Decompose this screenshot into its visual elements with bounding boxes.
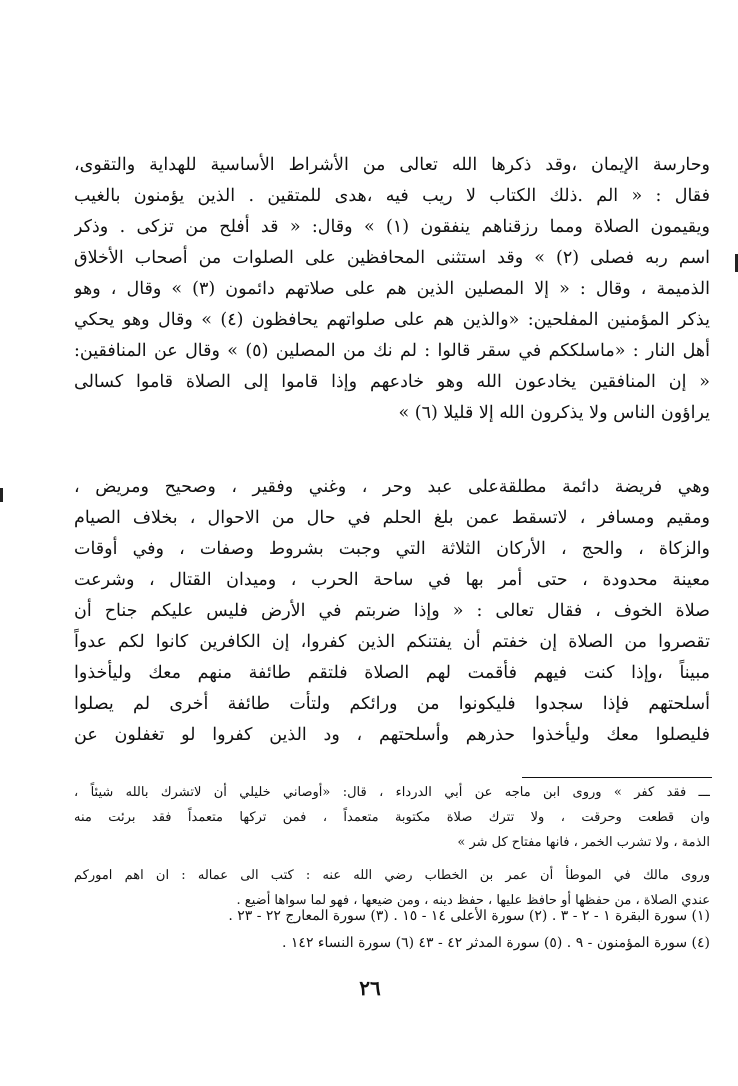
- body-paragraph-2: [74, 472, 710, 751]
- text-line: مبيناً ،وإذا كنت فيهم فأقمت لهم الصلاة فلتقم طائفة منهم معك وليأخذوا: [74, 663, 710, 683]
- text-line: « إن المنافقين يخادعون الله وهو خادعهم وإذا قاموا إلى الصلاة قاموا كسالى: [74, 372, 710, 392]
- text-line: أهل النار : «ماسلككم في سقر قالوا : لم نك من المصلين (٥) » وقال عن المنافقين:: [74, 341, 710, 361]
- text-line: أسلحتهم فإذا سجدوا فليكونوا من ورائكم ولتأت طائفة أخرى لم يصلوا: [74, 694, 710, 714]
- text-line: والزكاة ، والحج ، الأركان الثلاثة التي وجبت بشروط وصفات ، وفي أوقات: [74, 539, 710, 559]
- body-paragraph-1: [74, 150, 710, 429]
- footnote-line: الذمة ، ولا تشرب الخمر ، فانها مفتاح كل شر »: [457, 835, 710, 850]
- scan-edge-mark: [0, 488, 3, 502]
- reference-line: (٤) سورة المؤمنون - ٩ . (٥) سورة المدثر ٤٢ - ٤٣ (٦) سورة النساء ١٤٢ .: [282, 935, 710, 951]
- footnote-line: وان قطعت وحرقت ، ولا تترك صلاة مكتوبة متعمداً ، فمن تركها متعمداً فقد برئت منه: [74, 810, 710, 825]
- text-line: ويقيمون الصلاة ومما رزقناهم ينفقون (١) » وقال: « قد أفلح من تزكى . وذكر: [74, 217, 710, 237]
- footnote-separator: [522, 777, 712, 778]
- text-line: وهي فريضة دائمة مطلقةعلى عبد وحر ، وغني وفقير ، وصحيح ومريض ،: [74, 477, 710, 497]
- text-line: فليصلوا معك وليأخذوا حذرهم وأسلحتهم ، ود الذين كفروا لو تغفلون عن: [74, 725, 710, 745]
- footnote-gap: [74, 855, 710, 863]
- text-line: يذكر المؤمنين المفلحين: «والذين هم على صلواتهم يحافظون (٤) » وقال وهو يحكي: [74, 310, 710, 330]
- text-line: ومقيم ومسافر ، لاتسقط عمن بلغ الحلم في حال من الاحوال ، بخلاف الصيام: [74, 508, 710, 528]
- text-line: صلاة الخوف ، فقال تعالى : « وإذا ضربتم في الأرض فليس عليكم جناح أن: [74, 601, 710, 621]
- page-number: ٢٦: [359, 976, 381, 1000]
- quran-references: [100, 903, 710, 957]
- text-line: تقصروا من الصلاة إن خفتم أن يفتنكم الذين كفروا، إن الكافرين كانوا لكم عدواً: [74, 632, 710, 652]
- text-line: وحارسة الإيمان ،وقد ذكرها الله تعالى من الأشراط الأساسية للهداية والتقوى،: [74, 155, 710, 175]
- text-line: اسم ربه فصلى (٢) » وقد استثنى المحافظين على الصلوات من أصحاب الأخلاق: [74, 248, 710, 268]
- text-line: فقال : « الم .ذلك الكتاب لا ريب فيه ،هدى للمتقين . الذين يؤمنون بالغيب: [74, 186, 710, 206]
- footnotes: [74, 780, 710, 913]
- text-line: الذميمة ، وقال : « إلا المصلين الذين هم على صلاتهم دائمون (٣) » وقال ، وهو: [74, 279, 710, 299]
- reference-line: (١) سورة البقرة ١ - ٢ - ٣ . (٢) سورة الأعلى ١٤ - ١٥ . (٣) سورة المعارج ٢٢ - ٢٣ .: [228, 908, 710, 924]
- text-line: يراؤون الناس ولا يذكرون الله إلا قليلا (٦) »: [398, 403, 710, 423]
- footnote-line: وروى مالك في الموطأ أن عمر بن الخطاب رضي الله عنه : كتب الى عماله : ان اهم اموركم: [74, 868, 710, 883]
- footnote-line: عندي الصلاة ، من حفظها أو حافظ عليها ، حفظ دينه ، ومن ضيعها ، فهو لما سواها أضيع .: [236, 893, 710, 908]
- footnote-line: ـــ فقد كفر » وروى ابن ماجه عن أبي الدرداء ، قال: «أوصاني خليلي أن لاتشرك بالله شيئاً ،: [74, 785, 710, 800]
- text-line: معينة محدودة ، حتى أمر بها في ساحة الحرب ، وميدان القتال ، وشرعت: [74, 570, 710, 590]
